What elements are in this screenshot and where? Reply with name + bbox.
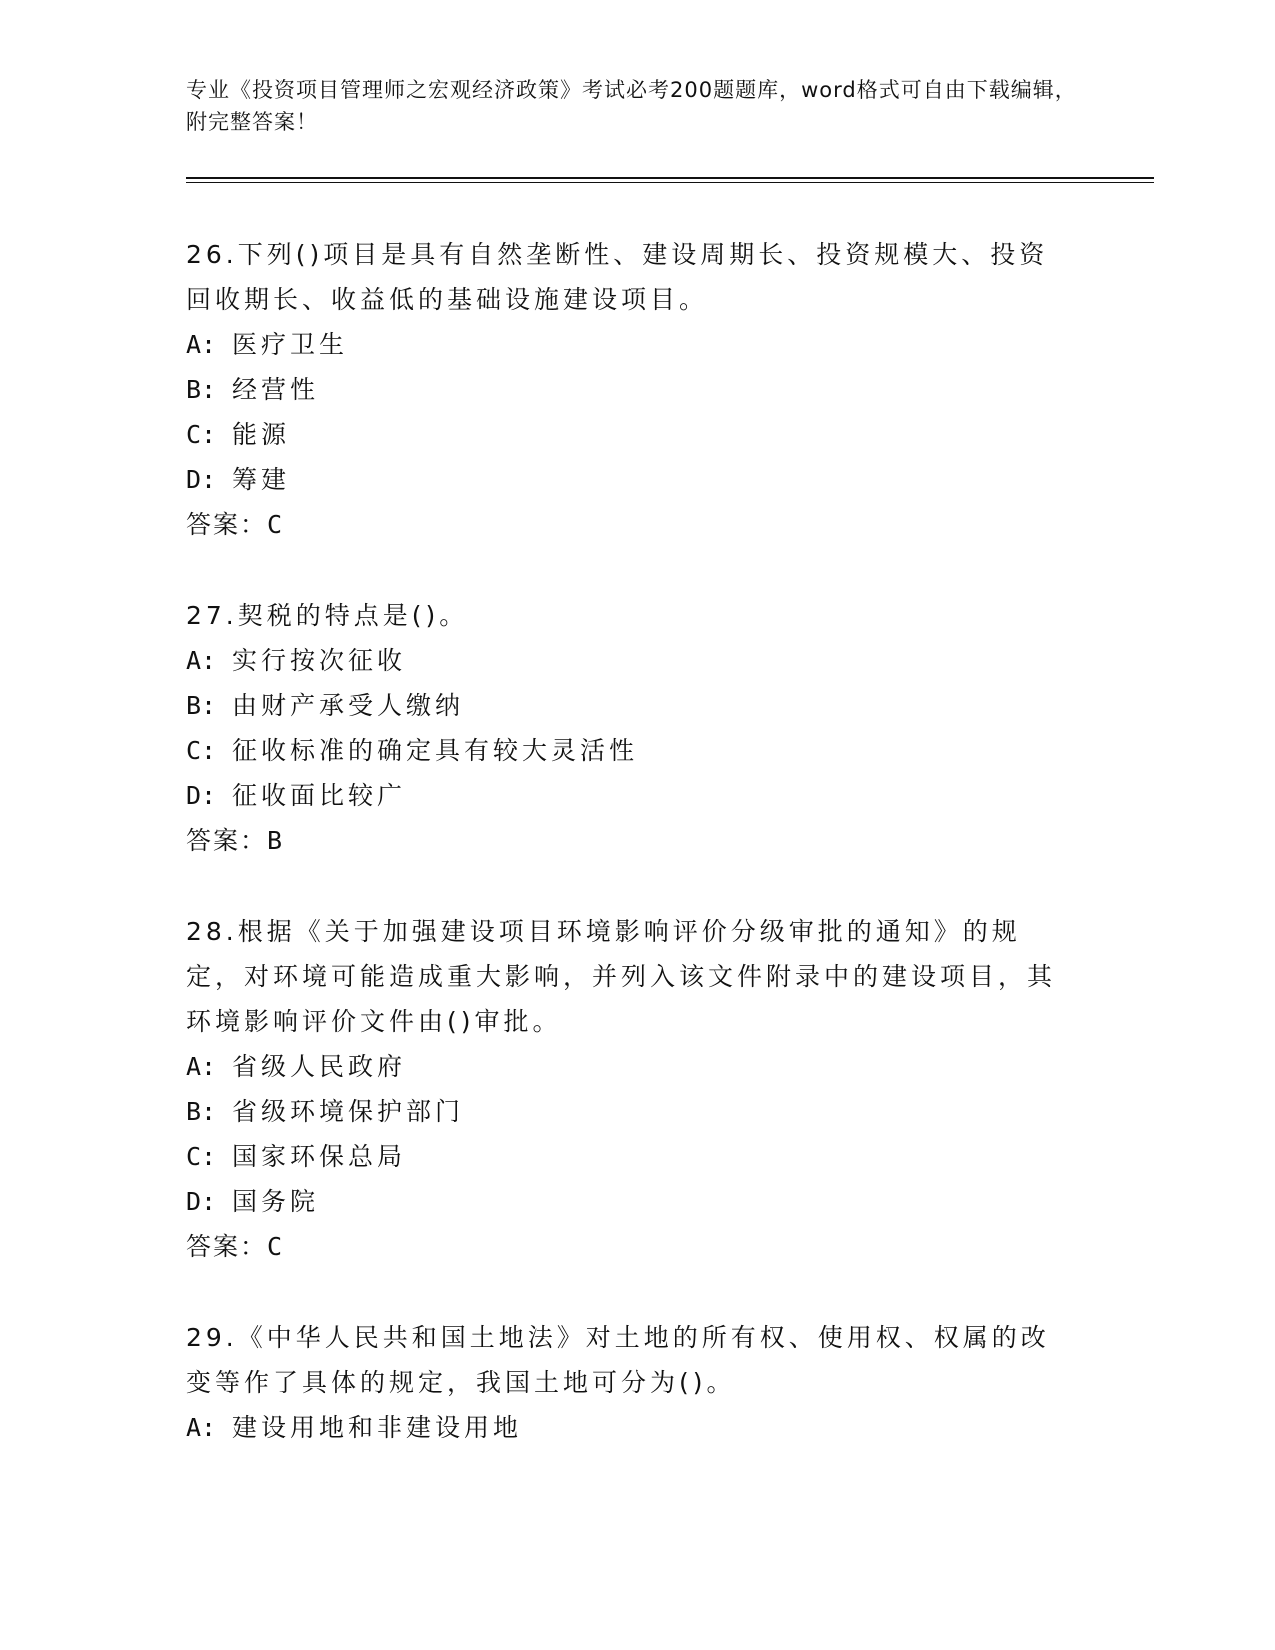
question-stem [186,1315,1066,1405]
option-text: 筹建 [232,465,291,494]
question-spacer [186,547,1086,593]
answer-value: C [267,510,284,539]
question-number: 27. [186,601,238,630]
option-a [186,322,1086,367]
question-number: 29. [186,1323,238,1352]
question-27 [186,593,1086,863]
option-a [186,1044,1086,1089]
question-number: 26. [186,240,238,269]
option-b [186,683,1086,728]
answer-value: C [267,1232,284,1261]
question-spacer [186,1269,1086,1315]
question-number: 28. [186,917,238,946]
option-letter: B: [186,691,217,720]
question-text: 下列()项目是具有自然垄断性、建设周期长、投资规模大、投资回收期长、收益低的基础设施建设项目。 [186,240,1049,314]
question-28 [186,909,1086,1269]
option-letter: A: [186,646,217,675]
option-letter: D: [186,1187,217,1216]
answer-label: 答案： [186,510,268,539]
option-b [186,1089,1086,1134]
option-text: 国家环保总局 [232,1142,407,1171]
option-text: 实行按次征收 [232,646,407,675]
option-d [186,773,1086,818]
option-c [186,412,1086,457]
question-text: 根据《关于加强建设项目环境影响评价分级审批的通知》的规定，对环境可能造成重大影响，并列入该文件附录中的建设项目，其环境影响评价文件由()审批。 [186,917,1057,1036]
option-letter: C: [186,420,217,449]
answer-label: 答案： [186,1232,268,1261]
option-d [186,457,1086,502]
question-stem [186,232,1066,322]
option-d [186,1179,1086,1224]
option-letter: B: [186,1097,217,1126]
question-26 [186,232,1086,547]
answer-line [186,818,1086,863]
question-text: 契税的特点是()。 [237,601,469,630]
option-text: 征收面比较广 [232,781,407,810]
answer-value: B [267,826,284,855]
option-text: 国务院 [232,1187,320,1216]
option-c [186,1134,1086,1179]
option-a [186,1405,1086,1450]
option-letter: A: [186,1052,217,1081]
option-text: 能源 [232,420,291,449]
header-rule-thick [186,177,1154,179]
question-text: 《中华人民共和国土地法》对土地的所有权、使用权、权属的改变等作了具体的规定，我国土地可分为()。 [186,1323,1050,1397]
option-letter: B: [186,375,217,404]
option-text: 由财产承受人缴纳 [232,691,465,720]
question-29 [186,1315,1086,1450]
option-text: 医疗卫生 [232,330,349,359]
option-text: 省级环境保护部门 [232,1097,465,1126]
answer-label: 答案： [186,826,268,855]
option-b [186,367,1086,412]
document-header: 专业《投资项目管理师之宏观经济政策》考试必考200题题库，word格式可自由下载编辑，附完整答案！ [186,78,1077,134]
answer-line [186,502,1086,547]
answer-line [186,1224,1086,1269]
option-a [186,638,1086,683]
option-letter: A: [186,1413,217,1442]
option-letter: C: [186,1142,217,1171]
option-letter: D: [186,465,217,494]
option-letter: C: [186,736,217,765]
question-stem [186,909,1066,1044]
question-list [186,232,1086,1450]
option-text: 省级人民政府 [232,1052,407,1081]
option-letter: A: [186,330,217,359]
question-spacer [186,863,1086,909]
option-text: 经营性 [232,375,320,404]
option-text: 建设用地和非建设用地 [232,1413,523,1442]
question-stem [186,593,1066,638]
header-rule-thin [186,182,1154,183]
option-text: 征收标准的确定具有较大灵活性 [232,736,639,765]
option-c [186,728,1086,773]
option-letter: D: [186,781,217,810]
